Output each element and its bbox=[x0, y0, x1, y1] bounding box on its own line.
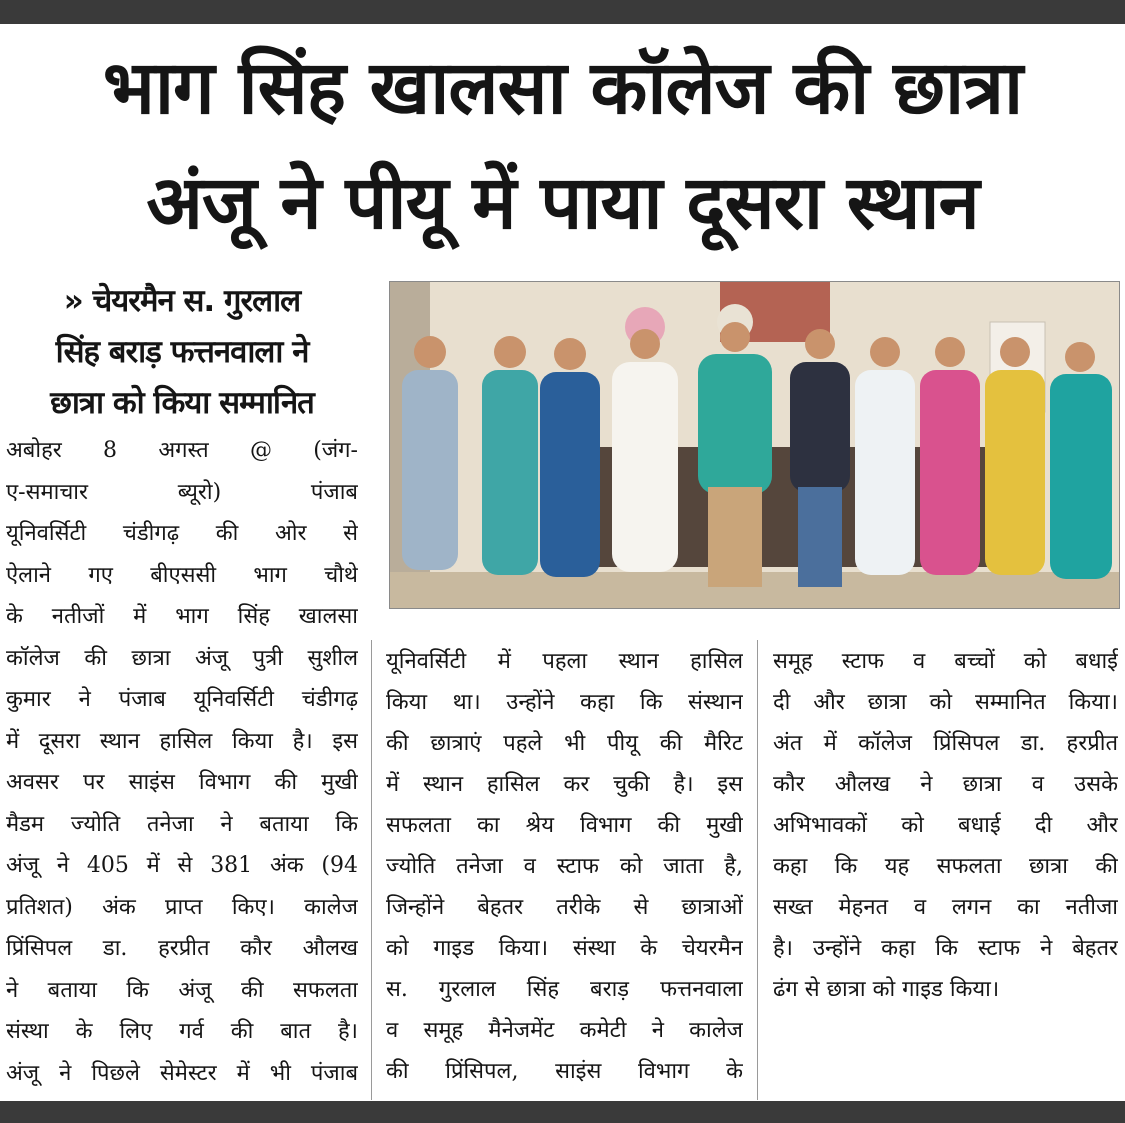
article-col1-line: अंजू ने 405 में से 381 अंक (94 bbox=[6, 853, 358, 878]
top-border bbox=[0, 0, 1125, 24]
article-col2-line: जिन्होंने बेहतर तरीके से छात्राओं bbox=[386, 895, 743, 920]
headline-line-2: अंजू ने पीयू में पाया दूसरा स्थान bbox=[146, 160, 979, 246]
article-col1-line: संस्था के लिए गर्व की बात है। bbox=[6, 1019, 358, 1044]
article-col1-line: अबोहर 8 अगस्त @ (जंग- bbox=[6, 438, 358, 463]
article-col2-line: ज्योति तनेजा व स्टाफ को जाता है, bbox=[386, 854, 743, 879]
article-col1-line: अवसर पर साइंस विभाग की मुखी bbox=[6, 770, 358, 795]
article-col2-line: सफलता का श्रेय विभाग की मुखी bbox=[386, 813, 743, 838]
article-col3-line: अंत में कॉलेज प्रिंसिपल डा. हरप्रीत bbox=[773, 731, 1118, 756]
article-col1-line: में दूसरा स्थान हासिल किया है। इस bbox=[6, 729, 358, 754]
article-col2-line: यूनिवर्सिटी में पहला स्थान हासिल bbox=[386, 649, 743, 674]
article-col3-line: अभिभावकों को बधाई दी और bbox=[773, 813, 1118, 838]
article-col1-line: यूनिवर्सिटी चंडीगढ़ की ओर से bbox=[6, 521, 358, 546]
article-col1-line: ए-समाचार ब्यूरो) पंजाब bbox=[6, 480, 358, 505]
article-col1-line: मैडम ज्योति तनेजा ने बताया कि bbox=[6, 812, 358, 837]
bottom-border bbox=[0, 1101, 1125, 1123]
article-col3-line: दी और छात्रा को सम्मानित किया। bbox=[773, 690, 1118, 715]
article-col3-line: सख्त मेहनत व लगन का नतीजा bbox=[773, 895, 1118, 920]
subheadline-line-2: सिंह बराड़ फत्तनवाला ने bbox=[55, 334, 309, 370]
article-col1-line: के नतीजों में भाग सिंह खालसा bbox=[6, 604, 358, 629]
article-col2-line: की छात्राएं पहले भी पीयू की मैरिट bbox=[386, 731, 743, 756]
article-col3-line: कौर औलख ने छात्रा व उसके bbox=[773, 772, 1118, 797]
article-col3-line: ढंग से छात्रा को गाइड किया। bbox=[773, 977, 1000, 1002]
article-col2-line: में स्थान हासिल कर चुकी है। इस bbox=[386, 772, 743, 797]
column-divider bbox=[371, 640, 372, 1100]
group-photo bbox=[389, 281, 1120, 609]
article-col1-line: ने बताया कि अंजू की सफलता bbox=[6, 978, 358, 1003]
group-photo-icon bbox=[390, 282, 1120, 609]
headline-line-1: भाग सिंह खालसा कॉलेज की छात्रा bbox=[102, 45, 1023, 131]
subheadline-line-1: » चेयरमैन स. गुरलाल bbox=[63, 283, 301, 319]
article-col3-line: कहा कि यह सफलता छात्रा की bbox=[773, 854, 1118, 879]
article-col2-line: की प्रिंसिपल, साइंस विभाग के bbox=[386, 1059, 743, 1084]
article-col1-line: प्रिंसिपल डा. हरप्रीत कौर औलख bbox=[6, 936, 358, 961]
article-col1-line: अंजू ने पिछले सेमेस्टर में भी पंजाब bbox=[6, 1061, 358, 1086]
article-col2-line: स. गुरलाल सिंह बराड़ फत्तनवाला bbox=[386, 977, 743, 1002]
article-col1-line: कुमार ने पंजाब यूनिवर्सिटी चंडीगढ़ bbox=[6, 687, 358, 712]
article-col1-line: ऐलाने गए बीएससी भाग चौथे bbox=[6, 563, 358, 588]
article-col1-line: कॉलेज की छात्रा अंजू पुत्री सुशील bbox=[6, 646, 358, 671]
article-col2-line: व समूह मैनेजमेंट कमेटी ने कालेज bbox=[386, 1018, 743, 1043]
subheadline-line-3: छात्रा को किया सम्मानित bbox=[50, 385, 314, 421]
column-divider bbox=[757, 640, 758, 1100]
article-col1-line: प्रतिशत) अंक प्राप्त किए। कालेज bbox=[6, 895, 358, 920]
article-col3-line: समूह स्टाफ व बच्चों को बधाई bbox=[773, 649, 1118, 674]
article-col3-line: है। उन्होंने कहा कि स्टाफ ने बेहतर bbox=[773, 936, 1118, 961]
article-col2-line: को गाइड किया। संस्था के चेयरमैन bbox=[386, 936, 743, 961]
article-col2-line: किया था। उन्होंने कहा कि संस्थान bbox=[386, 690, 743, 715]
